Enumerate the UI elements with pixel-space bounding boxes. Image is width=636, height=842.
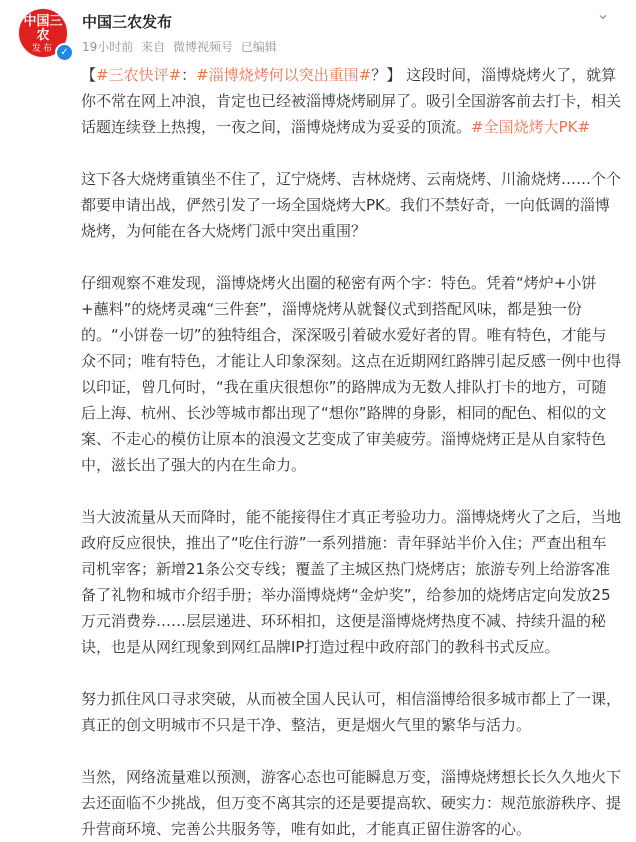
paragraph-3: 仔细观察不难发现，淄博烧烤火出圈的秘密有两个字：特色。凭着“烤炉+小饼+蘸料”的烧烤灵魂“三件套”，淄博烧烤从就餐仪式到搭配风味，都是独一份的。“小饼卷一切”的独特组合，深深吸引着破水爱好者的胃。唯有特色，才能与众不同；唯有特色，才能让人印象深刻。这点在近期网红路牌引起反感一例中也得以印证，曾几何时，“我在重庆很想你”的路牌成为无数人排队打卡的地方，可随后上海、杭州、长沙等城市都出现了“想你”路牌的身影，相同的配色、相似的文案、不走心的模仿让原本的浪漫文艺变成了审美疲劳。淄博烧烤正是从自家特色中，滋长出了强大的内在生命力。 xyxy=(81,274,622,474)
post-meta xyxy=(82,38,281,55)
avatar-logo-subtext: 发布 xyxy=(31,44,54,54)
post-header xyxy=(0,0,636,62)
topic-tag-bbq-pk[interactable]: #全国烧烤大PK# xyxy=(471,118,591,136)
edited-label[interactable]: 已编辑 xyxy=(240,40,277,54)
post-time[interactable]: 19小时前 xyxy=(82,40,134,54)
tag-separator: ： xyxy=(181,66,197,84)
author-name[interactable]: 中国三农发布 xyxy=(82,13,173,31)
paragraph-5: 努力抓住风口寻求突破，从而被全国人民认可，相信淄博给很多城市都上了一课，真正的创文明城市不只是干净、整洁，更是烟火气里的繁华与活力。 xyxy=(81,690,622,734)
paragraph-6: 当然，网络流量难以预测，游客心态也可能瞬息万变，淄博烧烤想长长久久地火下去还面临不少挑战，但万变不离其宗的还是要提高软、硬实力：规范旅游秩序、提升营商环境、完善公共服务等，唯有如此，才能真正留住游客的心。 xyxy=(81,768,622,838)
paragraph-1 xyxy=(81,62,621,140)
paragraph-4: 当大波流量从天而降时，能不能接得住才真正考验功力。淄博烧烤火了之后，当地政府反应很快，推出了“吃住行游”一系列措施：青年驿站半价入住；严查出租车司机宰客；新增21条公交专线；覆盖了主城区热门烧烤店；旅游专列上给游客准备了礼物和城市介绍手册；举办淄博烧烤“金炉奖”，给参加的烧烤店定向发放25万元消费券……层层递进、环环相扣，这便是淄博烧烤热度不减、持续升温的秘诀，也是从网红现象到网红品牌IP打造过程中政府部门的教科书式反应。 xyxy=(81,508,622,656)
bracket-open: 【 xyxy=(81,66,97,84)
topic-tag-sannong[interactable]: #三农快评# xyxy=(96,66,182,84)
paragraph-2: 这下各大烧烤重镇坐不住了，辽宁烧烤、吉林烧烤、云南烧烤、川渝烧烤……个个都要申请出战，俨然引发了一场全国烧烤大PK。我们不禁好奇，一向低调的淄博烧烤，为何能在各大烧烤门派中突出重围？ xyxy=(81,170,622,240)
chevron-down-icon[interactable]: ⌄ xyxy=(596,4,610,23)
source-prefix: 来自 xyxy=(141,40,166,54)
bracket-close: ？】 xyxy=(371,66,402,84)
topic-tag-zibo[interactable]: #淄博烧烤何以突出重围# xyxy=(196,66,372,84)
avatar-logo-text: 中国三农 xyxy=(23,14,63,43)
verified-badge-icon: ✓ xyxy=(55,43,74,62)
post-content xyxy=(81,62,621,842)
post-source[interactable]: 微博视频号 xyxy=(172,40,233,54)
paragraph-1-text: 这段时间，淄博烧烤火了，就算你不常在网上冲浪，肯定也已经被淄博烧烤刷屏了。吸引全国游客前去打卡，相关话题连续登上热搜，一夜之间，淄博烧烤成为妥妥的顶流。 xyxy=(81,66,622,136)
